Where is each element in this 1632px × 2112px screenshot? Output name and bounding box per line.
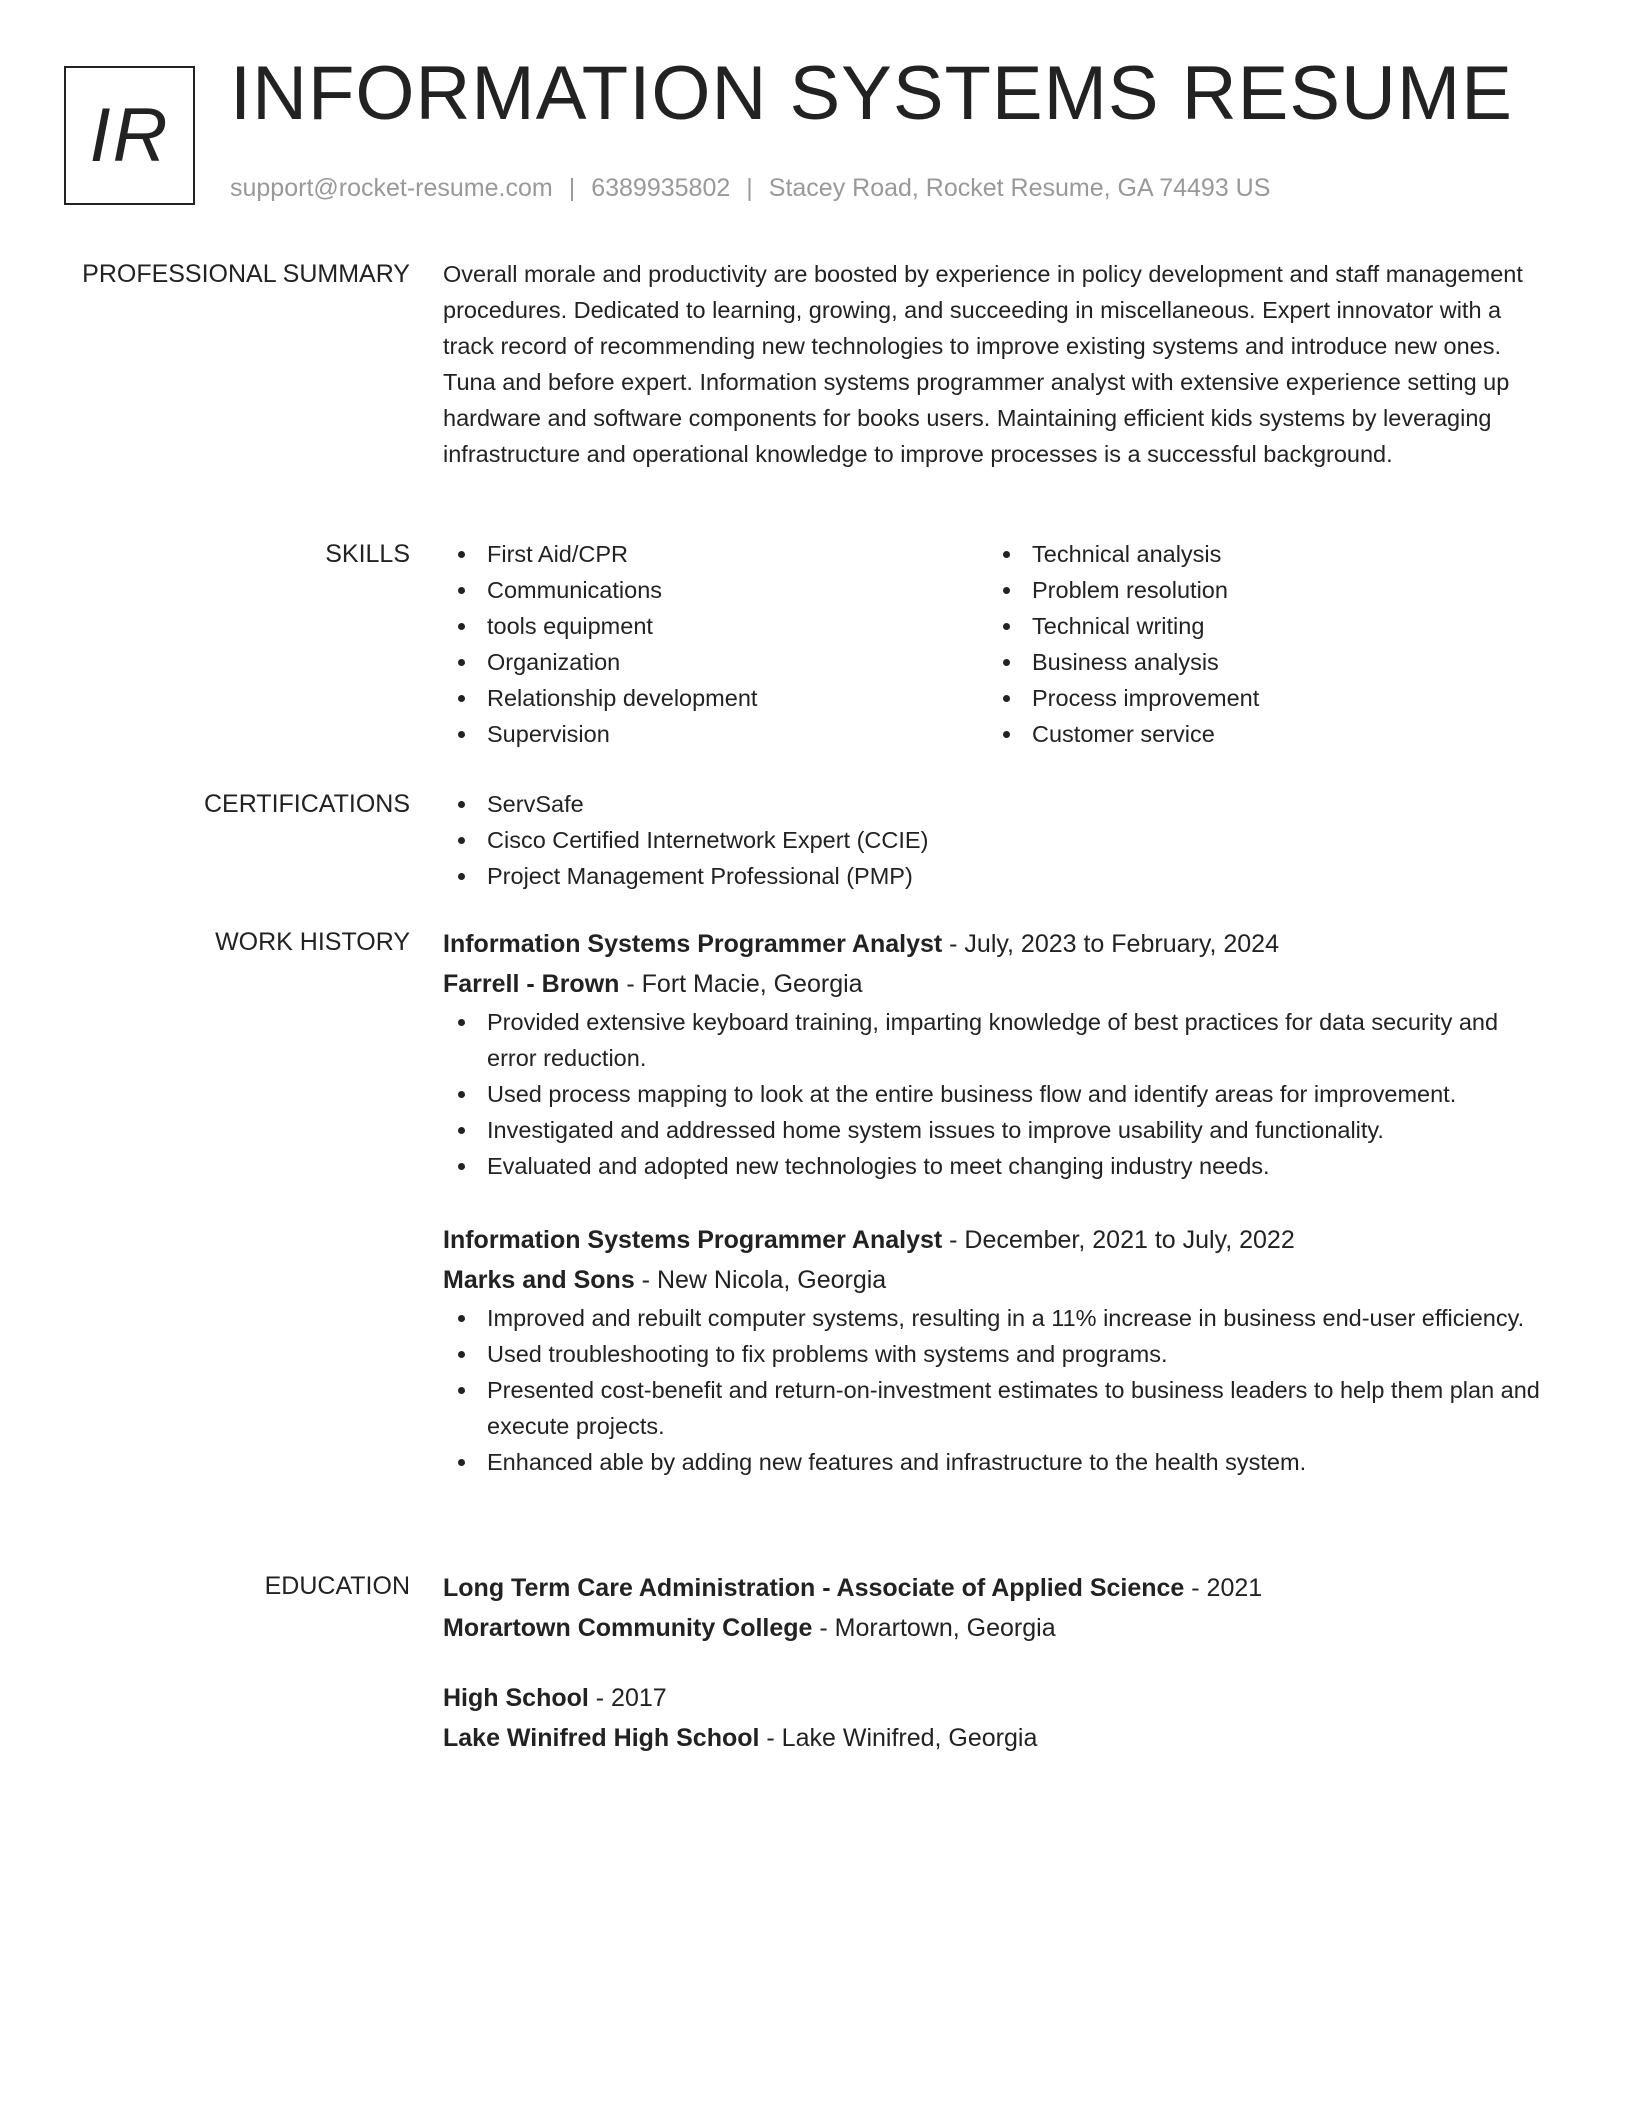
- education-school-line: [443, 1718, 1553, 1758]
- job-entry: [443, 924, 1553, 1184]
- certification-item: ServSafe: [443, 786, 1553, 822]
- contact-line: [230, 174, 1270, 203]
- job-company: Farrell - Brown: [443, 970, 620, 998]
- skills-body: [443, 536, 1553, 752]
- education-body: [443, 1568, 1553, 1788]
- job-title-line: [443, 924, 1553, 964]
- education-entry: [443, 1568, 1553, 1648]
- job-bullet: Presented cost-benefit and return-on-investment estimates to business leaders to help them plan and execute projects.: [443, 1372, 1553, 1444]
- certifications-body: [443, 786, 1553, 894]
- skill-item: Supervision: [443, 716, 988, 752]
- job-title-line: [443, 1220, 1553, 1260]
- skills-list-left: [443, 536, 988, 752]
- education-heading: EDUCATION: [264, 1572, 410, 1600]
- work-history-body: [443, 924, 1553, 1516]
- job-location: - Fort Macie, Georgia: [619, 970, 863, 998]
- education-degree-line: [443, 1678, 1553, 1718]
- monogram-box: [64, 66, 195, 205]
- education-location: - Lake Winifred, Georgia: [759, 1724, 1038, 1752]
- certifications-list: [443, 786, 1553, 894]
- skill-item: Technical writing: [988, 608, 1533, 644]
- skill-item: Organization: [443, 644, 988, 680]
- job-dates: - July, 2023 to February, 2024: [942, 930, 1279, 958]
- job-location: - New Nicola, Georgia: [634, 1266, 887, 1294]
- education-school: Morartown Community College: [443, 1614, 813, 1642]
- summary-heading: PROFESSIONAL SUMMARY: [82, 260, 410, 288]
- skill-item: Problem resolution: [988, 572, 1533, 608]
- skill-item: Customer service: [988, 716, 1533, 752]
- certification-item: Cisco Certified Internetwork Expert (CCIE): [443, 822, 1553, 858]
- skill-item: Relationship development: [443, 680, 988, 716]
- job-dates: - December, 2021 to July, 2022: [942, 1226, 1295, 1254]
- contact-separator: |: [746, 174, 753, 202]
- contact-email: support@rocket-resume.com: [230, 174, 553, 202]
- job-bullet: Evaluated and adopted new technologies to meet changing industry needs.: [443, 1148, 1553, 1184]
- skill-item: Technical analysis: [988, 536, 1533, 572]
- job-company-line: [443, 1260, 1553, 1300]
- skills-heading: SKILLS: [325, 540, 410, 568]
- education-year: - 2017: [588, 1684, 667, 1712]
- skills-list-right: [988, 536, 1533, 752]
- resume-title: INFORMATION SYSTEMS RESUME: [230, 51, 1513, 136]
- work-history-heading: WORK HISTORY: [215, 928, 410, 956]
- certifications-heading: CERTIFICATIONS: [203, 790, 410, 818]
- skill-item: tools equipment: [443, 608, 988, 644]
- skill-item: First Aid/CPR: [443, 536, 988, 572]
- job-bullet: Enhanced able by adding new features and infrastructure to the health system.: [443, 1444, 1553, 1480]
- education-location: - Morartown, Georgia: [812, 1614, 1056, 1642]
- job-bullet: Improved and rebuilt computer systems, resulting in a 11% increase in business end-user efficiency.: [443, 1300, 1553, 1336]
- certification-item: Project Management Professional (PMP): [443, 858, 1553, 894]
- education-degree-line: [443, 1568, 1553, 1608]
- job-company: Marks and Sons: [443, 1266, 635, 1294]
- job-title: Information Systems Programmer Analyst: [443, 930, 943, 958]
- summary-body: [443, 256, 1553, 472]
- job-bullet: Investigated and addressed home system issues to improve usability and functionality.: [443, 1112, 1553, 1148]
- job-company-line: [443, 964, 1553, 1004]
- contact-phone: 6389935802: [591, 174, 731, 202]
- education-school: Lake Winifred High School: [443, 1724, 760, 1752]
- education-degree: Long Term Care Administration - Associate of Applied Science: [443, 1574, 1185, 1602]
- monogram-initials: IR: [89, 93, 170, 178]
- skill-item: Process improvement: [988, 680, 1533, 716]
- education-degree: High School: [443, 1684, 589, 1712]
- contact-separator: |: [568, 174, 576, 202]
- education-entry: [443, 1678, 1553, 1758]
- contact-address: Stacey Road, Rocket Resume, GA 74493 US: [768, 174, 1271, 202]
- summary-text: Overall morale and productivity are boosted by experience in policy development and staff management procedures. Dedicated to learning, growing, and succeeding in miscellaneous. Expert innovator with a track record of recommending new technologies to improve existing systems and introduce new ones. Tuna and before expert. Information systems programmer analyst with extensive experience setting up hardware and software components for books users. Maintaining efficient kids systems by leveraging infrastructure and operational knowledge to improve processes is a successful background.: [443, 261, 1523, 467]
- education-school-line: [443, 1608, 1553, 1648]
- skill-item: Business analysis: [988, 644, 1533, 680]
- job-bullets: [443, 1300, 1553, 1480]
- education-year: - 2021: [1184, 1574, 1263, 1602]
- job-bullets: [443, 1004, 1553, 1184]
- job-title: Information Systems Programmer Analyst: [443, 1226, 943, 1254]
- job-bullet: Provided extensive keyboard training, imparting knowledge of best practices for data security and error reduction.: [443, 1004, 1553, 1076]
- job-entry: [443, 1220, 1553, 1480]
- job-bullet: Used process mapping to look at the entire business flow and identify areas for improvement.: [443, 1076, 1553, 1112]
- skill-item: Communications: [443, 572, 988, 608]
- job-bullet: Used troubleshooting to fix problems with systems and programs.: [443, 1336, 1553, 1372]
